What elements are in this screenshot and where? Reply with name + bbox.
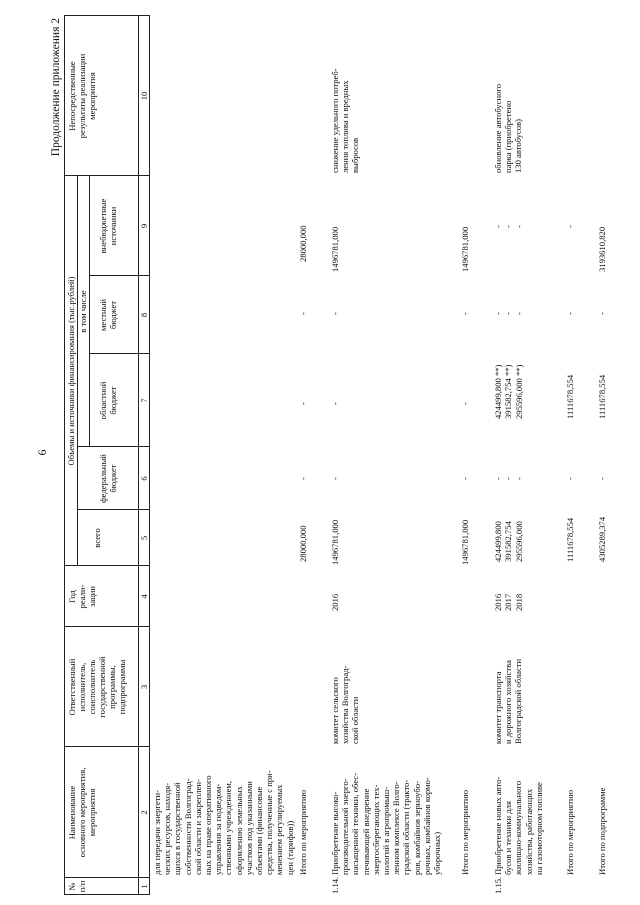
header-number: № п/п: [67, 880, 87, 893]
federal-value: -: [330, 477, 340, 480]
total-value: 1111678,554: [565, 517, 575, 562]
page-number: 6: [35, 449, 49, 456]
total-value: 28000,000: [298, 525, 308, 562]
col-number-2: 2: [139, 810, 149, 815]
extrabudget-value: 28000,000: [298, 225, 308, 262]
federal-values: - - -: [493, 477, 524, 480]
header-responsible: Ответственный исполнитель, соисполнитель государственной программы, подпрограммы: [67, 656, 127, 718]
row-years: 2016 2017 2018: [493, 593, 524, 611]
header-federal: федеральный бюджет: [98, 454, 118, 503]
header-local: местный бюджет: [98, 299, 118, 332]
federal-value: -: [298, 477, 308, 480]
row-number: 1.15.: [493, 876, 503, 894]
row-result: обновление автобусного парка (приобретено 130 автобусов): [493, 83, 524, 173]
regional-value: -: [460, 402, 470, 405]
col-number-4: 4: [139, 594, 149, 599]
total-label: Итого по мероприятию: [298, 789, 308, 875]
col-number-6: 6: [139, 476, 149, 481]
header-name: Наименование основного мероприятия, мероприятия: [67, 767, 97, 858]
col-number-8: 8: [139, 312, 149, 318]
local-value: -: [298, 312, 308, 315]
local-value: -: [460, 312, 470, 315]
total-label: Итого по мероприятию: [565, 789, 575, 875]
header-extrabudget: внебюджетные источники: [98, 198, 118, 254]
regional-value: -: [298, 402, 308, 405]
header-total: всего: [92, 528, 102, 548]
local-value: -: [565, 312, 575, 315]
row-responsible: комитет сельского хозяйства Волгоград- ской области: [330, 665, 361, 744]
col-number-3: 3: [139, 684, 149, 690]
local-value: -: [597, 312, 607, 315]
federal-value: -: [597, 477, 607, 480]
extrabudget-value: 1496781,000: [330, 226, 340, 272]
regional-value: -: [330, 402, 340, 405]
local-value: -: [330, 312, 340, 315]
subprogram-total-label: Итого по подпрограмме: [597, 787, 607, 875]
header-incl: в том числе: [78, 290, 88, 333]
local-values: - - -: [493, 312, 524, 315]
col-number-9: 9: [139, 223, 149, 229]
extrabudget-value: 3193610,820: [597, 226, 607, 272]
total-values: 424499,800 391582,754 295596,000: [493, 521, 524, 562]
total-label: Итого по мероприятию: [460, 789, 470, 875]
total-value: 1496781,000: [460, 519, 470, 565]
col-number-5: 5: [139, 535, 149, 541]
extrabudget-value: -: [565, 225, 575, 228]
extrabudget-values: - - -: [493, 225, 524, 228]
total-value: 4305289,374: [597, 516, 607, 562]
col-number-10: 10: [139, 91, 149, 101]
row-responsible: комитет транспорта и дорожного хозяйства Волгоградской области: [493, 658, 524, 744]
continuation-title: Продолжение приложения 2: [50, 18, 62, 157]
total-value: 1496781,000: [330, 519, 340, 565]
row-name: Приобретение новых авто- бусов и техники для жилищно-коммунального хозяйства, работающих на газомоторном топливе: [493, 776, 544, 875]
col-number-1: 1: [139, 884, 149, 889]
regional-value: 1111678,554: [565, 374, 575, 419]
row-result: снижение удельного потреб- ления топлива и вредных выбросов: [330, 68, 361, 173]
row-name: Приобретение высоко- производительной энерго- насыщенной техники, обес- печивающей внедрение энергосберегающих тех- нологий в агропромыш- ленном комплексе Волго- градской области (тракто- ров, комбайнов зерноубо- рочных, комбайнов кормо- уборочных): [330, 773, 443, 875]
header-year: Год реали- зации: [67, 584, 97, 609]
extrabudget-value: 1496781,000: [460, 226, 470, 272]
row-continued-name: для передачи энергети- ческих ресурсов, находя- щихся в государственной собственности Волгоград- ской области и закреплен- ных на праве оперативного управления за подведом- ственными учреждением, оформлению земельных участков под указанными объектами (финансовые средства, полученные с при- менением регулируемых цен (тарифов)): [152, 770, 295, 875]
row-number: 1.14.: [330, 876, 340, 894]
header-results: Непосредственные результаты реализации мероприятия: [67, 53, 97, 139]
header-funding: Объемы и источники финансирования (тыс.рублей): [66, 276, 76, 466]
col-number-7: 7: [139, 398, 149, 403]
row-year: 2016: [330, 593, 340, 611]
regional-values: 424499,800 **) 391582,754 **) 295596,000 **): [493, 364, 524, 419]
federal-value: -: [565, 477, 575, 480]
federal-value: -: [460, 477, 470, 480]
header-regional: областной бюджет: [98, 381, 118, 420]
regional-value: 1111678,554: [597, 374, 607, 419]
